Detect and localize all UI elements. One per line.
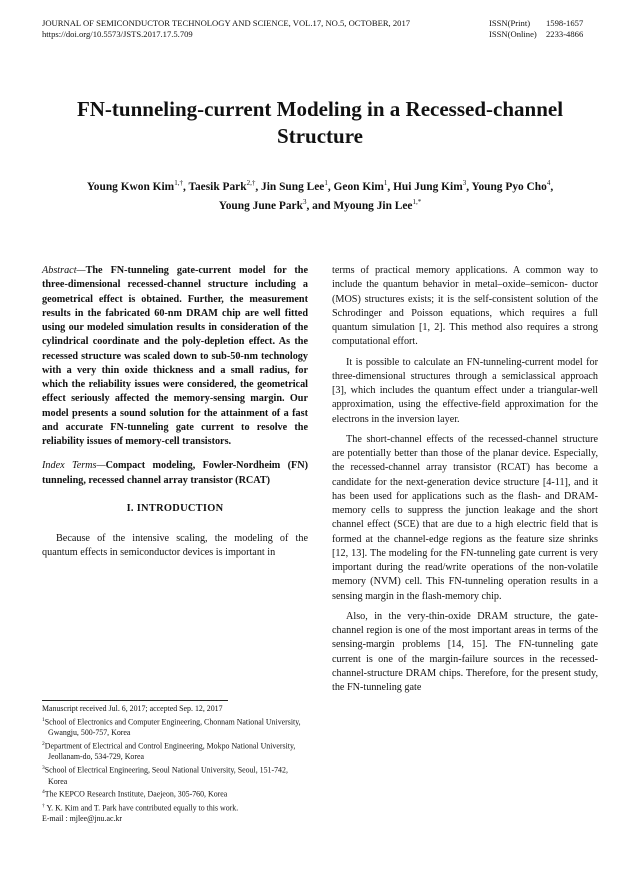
- issn-online-value: 2233-4866: [546, 29, 584, 39]
- abstract: [42, 264, 308, 449]
- affiliation-mark: 3: [42, 765, 45, 772]
- body-paragraph: The short-channel effects of the recessed-channel structure are potentially better than those of the planar device. Especially, the recessed-channel array transistor (RCAT) has become a candidate for the next-generation device structure [4-11], and it has been used for applications such as the flash- and DRAM-memory cells to suppress the junction leakage and the short channel effect (SCE) that are due to a high electric field that is formed at the channel-edge regions as the feature size shrinks [12, 13]. The modeling for the FN-tunneling gate current is very important during the read/write operations of the non-volatile memory (NVM) cell. This FN-tunneling operation results in a sensing margin in the flash-memory chip.: [332, 433, 598, 602]
- corresponding-email[interactable]: E-mail : mjlee@jnu.ac.kr: [42, 814, 123, 824]
- author-affiliation: 2,†: [246, 179, 256, 187]
- affiliation-text: School of Electronics and Computer Engineering, Chonnam National University, Gwangju, 500-757, Korea: [44, 717, 301, 738]
- issn-online: [489, 29, 583, 40]
- abstract-label: Abstract—: [42, 265, 86, 276]
- index-terms-text: Compact modeling, Fowler-Nordheim (FN) tunneling, recessed channel array transistor (RCAT): [42, 460, 308, 486]
- right-column: [332, 264, 598, 695]
- title-line-2: Structure: [277, 124, 363, 148]
- author-separator: ,: [255, 180, 262, 193]
- author-name: Young Pyo Cho: [471, 180, 547, 193]
- author-separator: ,: [327, 180, 334, 193]
- index-terms: [42, 459, 308, 488]
- journal-name: JOURNAL OF SEMICONDUCTOR TECHNOLOGY AND SCIENCE, VOL.17, NO.5, OCTOBER, 2017: [42, 18, 411, 28]
- affiliation-mark: 2: [42, 741, 45, 748]
- section-heading-introduction: I. INTRODUCTION: [126, 502, 224, 514]
- author-affiliation: 4: [546, 179, 551, 187]
- footnote-divider: [42, 700, 228, 701]
- author-name: Myoung Jin Lee: [333, 199, 413, 212]
- author-name: Hui Jung Kim: [393, 180, 463, 193]
- manuscript-dates: Manuscript received Jul. 6, 2017; accepted Sep. 12, 2017: [42, 704, 223, 713]
- intro-paragraph: Because of the intensive scaling, the modeling of the quantum effects in semiconductor devices is important in: [42, 533, 308, 559]
- author-affiliation: 1,*: [412, 197, 422, 206]
- author-separator: ,: [182, 180, 189, 193]
- issn-print-value: 1598-1657: [546, 18, 584, 28]
- issn-print-label: ISSN(Print): [489, 18, 531, 28]
- author-affiliation: 1,†: [174, 179, 183, 187]
- equal-contribution-text: Y. K. Kim and T. Park have contributed equally to this work.: [46, 803, 239, 813]
- abstract-text: The FN-tunneling gate-current model for the three-dimensional recessed-channel structure including a geometrical effect is obtained. Further, the measurement results in the fabricated 60-nm DRAM chip are well fitted using our modeled simulation results in consideration of the cylindrical coordinate and the poly-depletion effect. As the recessed structure was scaled down to sub-50-nm technology with a very thin oxide thickness and a small radius, for which the reliability issues were considered, the geometrical effect seriously affected the memory-sensing margin. Our model presents a sound solution for the attainment of a fast and accurate FN-tunneling gate current to resolve the reliability issues of memory-cell transistors.: [42, 265, 308, 447]
- affiliation-text: Department of Electrical and Control Engineering, Mokpo National University, Jeollanam-do, 534-729, Korea: [44, 741, 296, 762]
- author-name: Taesik Park: [188, 180, 247, 193]
- affiliation-4: [42, 787, 302, 800]
- issn-print: [489, 18, 583, 29]
- issn-online-label: ISSN(Online): [489, 29, 537, 39]
- body-paragraph: It is possible to calculate an FN-tunneling-current model for three-dimensional structures through a semiclassical approach [3], which includes the quantum effect under a triangular-well approximation, using the effective-field approximation for the electrons in the inversion layer.: [332, 356, 598, 425]
- body-paragraph: Also, in the very-thin-oxide DRAM structure, the gate-channel region is one of the most important areas in terms of the sensing-margin problems [14, 15]. The FN-tunneling gate current is one of the margin-failure sources in the recessed-channel-structure DRAM chips. Therefore, for the present study, the FN-tunneling gate: [332, 610, 598, 693]
- author-list: [40, 176, 600, 214]
- author-affiliation: 1: [383, 179, 388, 187]
- author-separator: ,: [466, 180, 472, 193]
- author-affiliation: 3: [462, 179, 467, 187]
- author-line-2: [40, 195, 600, 214]
- author-separator: ,: [387, 180, 394, 193]
- affiliation-mark: 1: [42, 716, 45, 723]
- index-terms-label: Index Terms—: [42, 460, 106, 472]
- journal-header: [42, 18, 410, 40]
- author-affiliation: 3: [302, 197, 307, 206]
- title-line-1: FN-tunneling-current Modeling in a Recessed-channel: [76, 97, 564, 121]
- author-separator: ,: [550, 180, 554, 193]
- issn-block: [489, 18, 583, 40]
- affiliation-2: [42, 739, 302, 763]
- author-name: Young June Park: [218, 199, 303, 212]
- doi-link[interactable]: https://doi.org/10.5573/JSTS.2017.17.5.709: [42, 29, 193, 39]
- affiliation-mark: 4: [42, 789, 45, 796]
- affiliation-text: The KEPCO Research Institute, Daejeon, 305-760, Korea: [44, 790, 228, 800]
- author-separator: , and: [306, 199, 334, 212]
- author-name: Jin Sung Lee: [261, 180, 325, 193]
- author-name: Young Kwon Kim: [86, 180, 175, 193]
- affiliation-3: [42, 763, 302, 787]
- affiliation-1: [42, 715, 302, 739]
- equal-contribution-note: [42, 801, 302, 814]
- equal-contribution-mark: †: [42, 802, 45, 809]
- author-line-1: [40, 176, 600, 195]
- footnotes: [42, 700, 302, 825]
- left-column: [42, 264, 308, 561]
- author-affiliation: 1: [324, 179, 328, 187]
- paper-title: [40, 96, 600, 150]
- affiliation-text: School of Electrical Engineering, Seoul National University, Seoul, 151-742, Korea: [44, 765, 288, 786]
- body-paragraph: terms of practical memory applications. A common way to include the quantum behavior in metal–oxide–semicon- ductor (MOS) structures exists; it is the self-consistent solution of the Schrodinger and Poisson equations, which requires a full quantum simulation [1, 2]. This method also requires a strong computational effort.: [332, 265, 598, 348]
- author-name: Geon Kim: [333, 180, 384, 193]
